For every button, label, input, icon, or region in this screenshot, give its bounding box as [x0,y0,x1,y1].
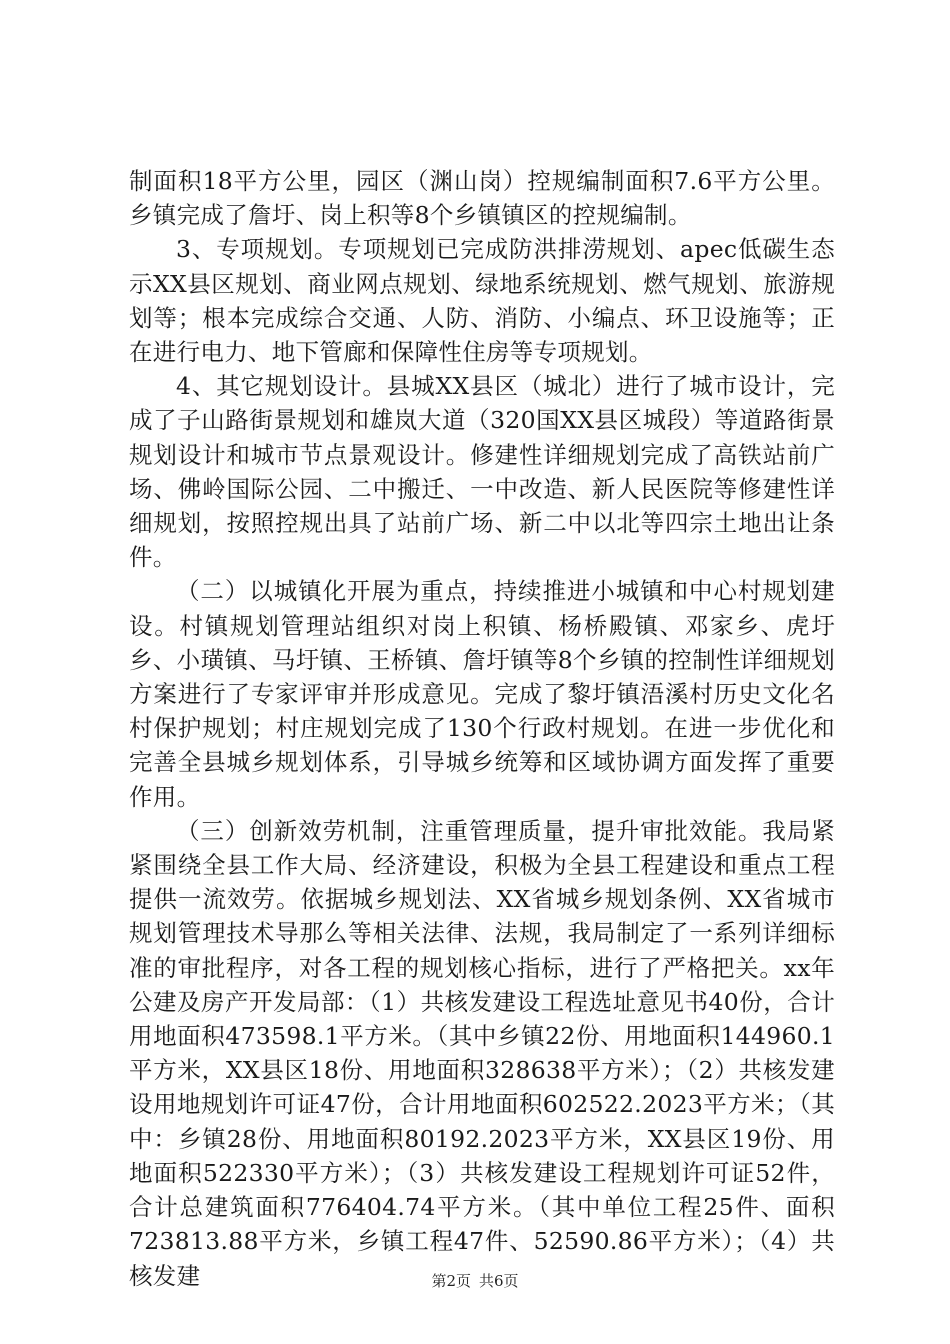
page-footer [0,1271,950,1291]
page-total: 共6页 [479,1272,519,1290]
paragraph-other-planning: 4、其它规划设计。县城XX县区（城北）进行了城市设计，完成了子山路街景规划和雄岚大道（320国XX县区城段）等道路街景规划设计和城市节点景观设计。修建性详细规划完成了高铁站前广场、佛岭国际公园、二中搬迁、一中改造、新人民医院等修建性详细规划，按照控规出具了站前广场、新二中以北等四宗土地出让条件。 [129,372,835,572]
paragraph-zoning-area: 制面积18平方公里，园区（渊山岗）控规编制面积7.6平方公里。乡镇完成了詹圩、岗上积等8个乡镇镇区的控规编制。 [129,167,835,230]
paragraph-urbanization: （二）以城镇化开展为重点，持续推进小城镇和中心村规划建设。村镇规划管理站组织对岗上积镇、杨桥殿镇、邓家乡、虎圩乡、小璜镇、马圩镇、王桥镇、詹圩镇等8个乡镇的控制性详细规划方案进行了专家评审并形成意见。完成了黎圩镇浯溪村历史文化名村保护规划；村庄规划完成了130个行政村规划。在进一步优化和完善全县城乡规划体系，引导城乡统筹和区域协调方面发挥了重要作用。 [129,577,835,811]
paragraph-special-planning: 3、专项规划。专项规划已完成防洪排涝规划、apec低碳生态示XX县区规划、商业网点规划、绿地系统规划、燃气规划、旅游规划等；根本完成综合交通、人防、消防、小编点、环卫设施等；正在进行电力、地下管廊和保障性住房等专项规划。 [129,235,835,367]
page-number: 第2页 [431,1272,471,1290]
paragraph-service-mechanism: （三）创新效劳机制，注重管理质量，提升审批效能。我局紧紧围绕全县工作大局、经济建设，积极为全县工程建设和重点工程提供一流效劳。依据城乡规划法、XX省城乡规划条例、XX省城市规划管理技术导那么等相关法律、法规，我局制定了一系列详细标准的审批程序，对各工程的规划核心指标，进行了严格把关。xx年公建及房产开发局部：（1）共核发建设工程选址意见书40份，合计用地面积473598.1平方米。（其中乡镇22份、用地面积144960.1平方米，XX县区18份、用地面积328638平方米）；（2）共核发建设用地规划许可证47份，合计用地面积602522.2023平方米；（其中：乡镇28份、用地面积80192.2023平方米，XX县区19份、用地面积522330平方米）；（3）共核发建设工程规划许可证52件，合计总建筑面积776404.74平方米。（其中单位工程25件、面积723813.88平方米，乡镇工程47件、52590.86平方米）；（4）共核发建 [129,816,835,1290]
document-body [129,164,835,1293]
